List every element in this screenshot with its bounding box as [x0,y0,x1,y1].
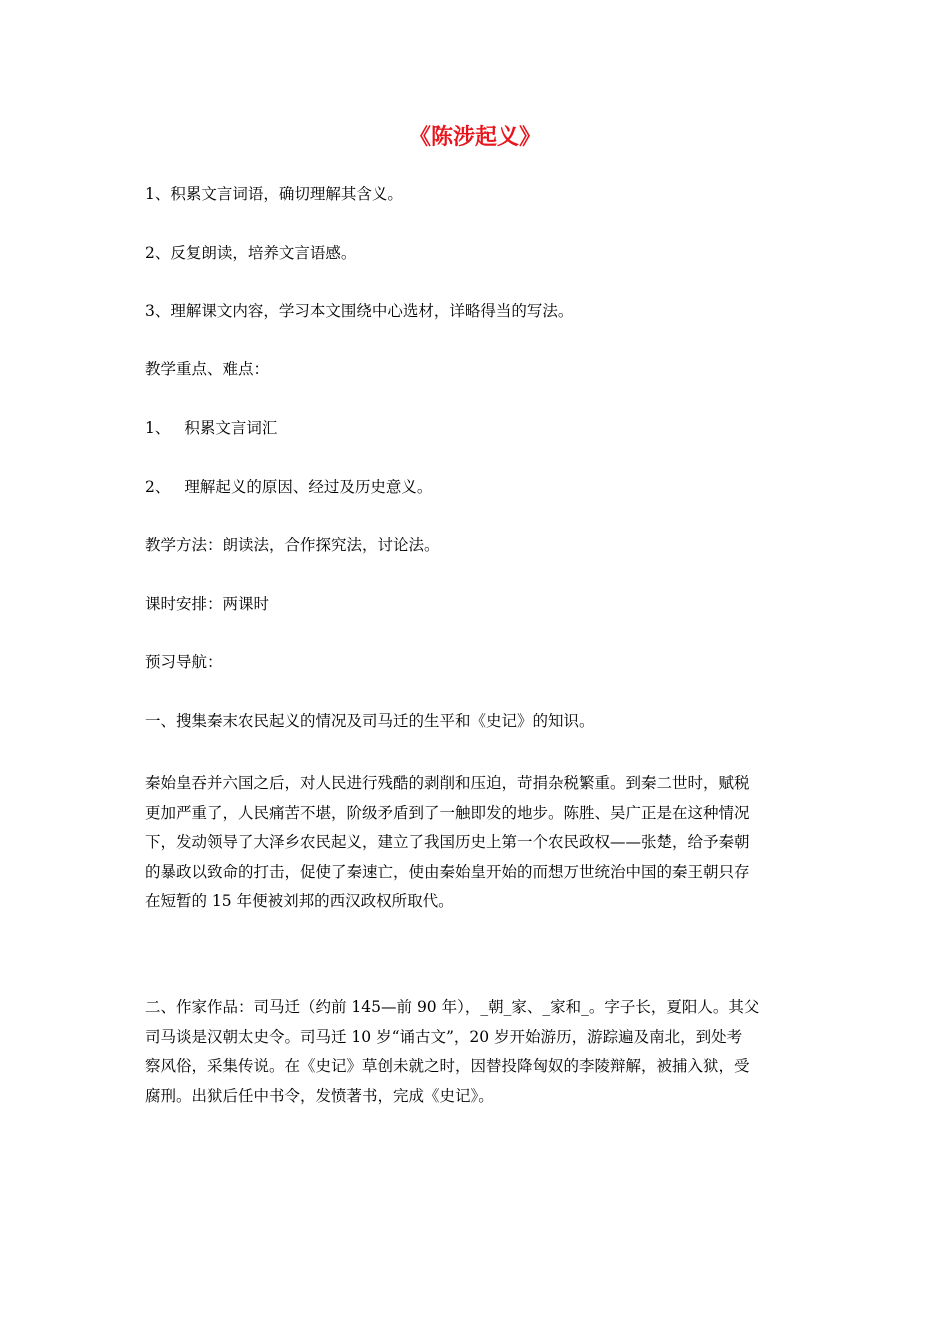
key-point-number: 2、 [145,478,171,496]
teaching-method: 教学方法：朗读法，合作探究法，讨论法。 [145,536,440,554]
paragraph-line: 秦始皇吞并六国之后，对人民进行残酷的剥削和压迫，苛捐杂税繁重。到秦二世时，赋税 [145,774,750,792]
paragraph-line: 司马谈是汉朝太史令。司马迁 10 岁“诵古文”，20 岁开始游历，游踪遍及南北，到处考 [145,1027,743,1046]
paragraph-line: 在短暂的 15 年便被刘邦的西汉政权所取代。 [145,892,454,910]
key-points-heading: 教学重点、难点： [145,360,270,378]
key-point-item-1 [145,417,825,439]
goal-item-1: 1、积累文言词语，确切理解其含义。 [145,185,403,203]
paragraph-line: 二、作家作品：司马迁（约前 145—前 90 年），_朝_家、_家和_。字子长，夏阳人。其父 [145,998,760,1016]
section1-heading: 一、搜集秦末农民起义的情况及司马迁的生平和《史记》的知识。 [145,712,595,730]
paragraph-line: 下，发动领导了大泽乡农民起义，建立了我国历史上第一个农民政权——张楚，给予秦朝 [145,833,750,851]
paragraph-line: 更加严重了，人民痛苦不堪，阶级矛盾到了一触即发的地步。陈胜、吴广正是在这种情况 [145,803,750,822]
key-point-text: 理解起义的原因、经过及历史意义。 [184,478,433,496]
key-point-number: 1、 [145,419,171,437]
preview-heading: 预习导航： [145,653,223,671]
goal-item-2: 2、反复朗读，培养文言语感。 [145,244,357,262]
section1-paragraph [145,769,805,917]
paragraph-line: 察风俗，采集传说。在《史记》草创未就之时，因替投降匈奴的李陵辩解，被捕入狱，受 [145,1057,750,1075]
section2-paragraph [145,993,805,1111]
document-title: 《陈涉起义》 [408,124,541,150]
key-point-text: 积累文言词汇 [184,419,278,437]
paragraph-line: 腐刑。出狱后任中书令，发愤著书，完成《史记》。 [145,1086,494,1105]
paragraph-line: 的暴政以致命的打击，促使了秦速亡，使由秦始皇开始的而想万世统治中国的秦王朝只存 [145,862,750,881]
class-schedule: 课时安排：两课时 [145,595,270,613]
goal-item-3: 3、理解课文内容，学习本文围绕中心选材，详略得当的写法。 [145,302,574,320]
key-point-item-2 [145,476,825,498]
